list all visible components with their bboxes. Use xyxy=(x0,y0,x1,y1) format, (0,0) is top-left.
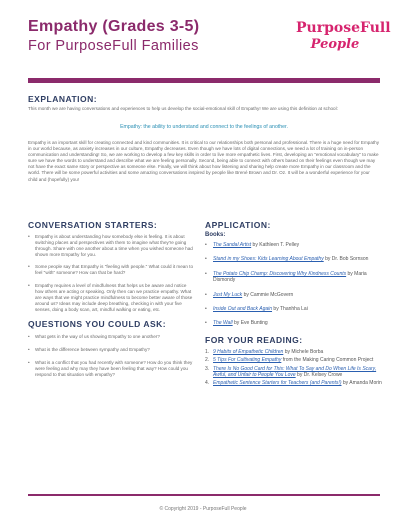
reading-link[interactable]: 9 Habits of Empathetic Children xyxy=(213,348,284,355)
conversation-heading: CONVERSATION STARTERS: xyxy=(28,220,158,230)
reading-link[interactable]: There Is No Good Card for This: What To Say and Do When Life Is Scary, Awful, and Unfair to People You Love xyxy=(213,365,377,379)
question-item xyxy=(28,334,196,340)
bullet-icon: • xyxy=(28,234,30,240)
reading-source: by Dr. Kelsey Crowe xyxy=(295,372,343,379)
question-text: What is a conflict that you had recently with someone? How do you think they were feeling and why may they have been feeling that way? How could you respond to that situation with empathy? xyxy=(35,360,193,378)
reading-item xyxy=(205,366,383,379)
book-link[interactable]: Inside Out and Back Again xyxy=(213,306,273,313)
explanation-intro: This month we are having conversations and experiences to help us develop the social-emotional skill of Empathy! We are using this definition at school: xyxy=(28,106,338,111)
questions-heading: QUESTIONS YOU COULD ASK: xyxy=(28,319,167,330)
bullet-icon: • xyxy=(28,264,30,271)
book-item xyxy=(205,271,383,284)
header-divider xyxy=(28,78,380,83)
book-author: by Dr. Bob Sornson xyxy=(323,256,369,263)
bullet-icon: • xyxy=(28,334,30,340)
conversation-item xyxy=(28,283,196,313)
purposefull-logo xyxy=(296,20,391,64)
empathy-definition: Empathy: the ability to understand and connect to the feelings of another. xyxy=(120,124,288,130)
question-text: What is the difference between sympathy and Empathy? xyxy=(35,347,150,353)
book-item xyxy=(205,292,383,298)
reading-number: 3. xyxy=(205,365,210,372)
explanation-paragraph: Empathy is an important skill for creating connected and kind communities. It is critical to our relationships both personal and professional. There is a huge need for Empathy in our world because, as anxiety increases in our culture, Empathy decreases. Even though we have lots of digital connections, we need a lot of training on in-person communication and understanding! So, we are working to develop a few key skills in order to live more empathetic lives. First, developing an "emotional vocabulary" to make sure we have the words to understand and describe what we are feeling personally. Second, being able to connect with others based on their feelings even though we may not have the exact same story or perspective as someone else. Finally, we will think about how listening and sharing help create more Empathy in our classroom and the world. There will be some powerful activities and some amazing conversations inspired by people like Brené Brown and Dr. Oz. It will be a wonderful experience for your child and (hopefully) you! xyxy=(28,140,380,182)
book-link[interactable]: Just My Luck xyxy=(213,291,243,298)
book-link[interactable]: The Potato Chip Champ: Discovering Why Kindness Counts xyxy=(213,270,347,277)
explanation-heading: EXPLANATION: xyxy=(28,94,98,104)
conversation-text: Some people say that Empathy is "feeling with people." What could it mean to feel "with" someone? How can that be hard? xyxy=(35,264,194,276)
page-title: Empathy (Grades 3-5) xyxy=(28,18,200,35)
bullet-icon: • xyxy=(28,282,30,289)
book-author: by Eve Bunting xyxy=(232,320,268,327)
right-column xyxy=(205,220,383,389)
book-author: by Maria Dismondy xyxy=(213,270,367,284)
book-author: by Cammie McGovern xyxy=(242,291,294,298)
book-item xyxy=(205,256,383,262)
book-link[interactable]: The Wall xyxy=(213,320,233,327)
book-author: by Thanhha Lai xyxy=(272,306,308,313)
bullet-icon: • xyxy=(28,347,30,353)
reading-source: from the Making Caring Common Project xyxy=(281,357,374,364)
book-link[interactable]: Stand in my Shoes: Kids Learning About Empathy xyxy=(213,256,324,263)
question-item xyxy=(28,347,196,353)
application-heading: APPLICATION: xyxy=(205,220,271,230)
conversation-text: Empathy requires a level of mindfulness that helps us be aware and notice how others are acting or speaking. Only then can we practice empathy. What are ways that we might practice mindfulness to become better aware of those around us? Ideas may include deep breathing, checking in with your five senses, doing a body scan, art, mindful walking or eating, etc. xyxy=(35,282,193,312)
reading-number: 2. xyxy=(205,357,210,364)
reading-heading: FOR YOUR READING: xyxy=(205,334,303,345)
book-link[interactable]: The Sandal Artist xyxy=(213,242,252,248)
book-author: by Kathleen T. Pelley xyxy=(251,242,300,248)
reading-number: 1. xyxy=(205,348,210,355)
reading-item xyxy=(205,357,383,363)
header xyxy=(28,18,391,68)
reading-link[interactable]: 5 Tips For Cultivating Empathy xyxy=(213,357,282,364)
question-text: What gets in the way of us showing Empathy to one another? xyxy=(35,334,160,340)
logo-text-bottom: People xyxy=(310,37,360,52)
reading-item xyxy=(205,380,383,386)
conversation-text: Empathy is about understanding how somebody else is feeling. It is about switching places and perspectives with them to imagine what they're going through. Share with one another about a time when you wished someone had shown more Empathy for you. xyxy=(35,234,193,258)
bullet-icon: • xyxy=(205,242,207,248)
reading-item xyxy=(205,349,383,355)
bullet-icon: • xyxy=(205,256,207,263)
reading-source: by Amanda Morin xyxy=(341,380,382,387)
bullet-icon: • xyxy=(205,306,207,313)
copyright-footer: © Copyright 2019 - PurposeFull People xyxy=(159,506,247,512)
book-item xyxy=(205,306,383,312)
book-item xyxy=(205,242,383,248)
reading-link[interactable]: Empathetic Sentence Starters for Teachers (and Parents!) xyxy=(213,380,342,387)
reading-source: by Michele Borba xyxy=(283,348,324,355)
question-item xyxy=(28,360,196,378)
bullet-icon: • xyxy=(205,291,207,298)
conversation-item xyxy=(28,234,196,258)
bullet-icon: • xyxy=(205,270,207,277)
logo-text-top: PurposeFull xyxy=(296,20,391,36)
page-subtitle: For PurposeFull Families xyxy=(28,38,199,54)
left-column xyxy=(28,220,196,386)
reading-number: 4. xyxy=(205,380,210,387)
conversation-item xyxy=(28,264,196,276)
books-label: Books: xyxy=(205,232,226,238)
bullet-icon: • xyxy=(205,320,207,327)
bullet-icon: • xyxy=(28,360,30,366)
book-item xyxy=(205,320,383,326)
footer-divider xyxy=(28,494,380,496)
